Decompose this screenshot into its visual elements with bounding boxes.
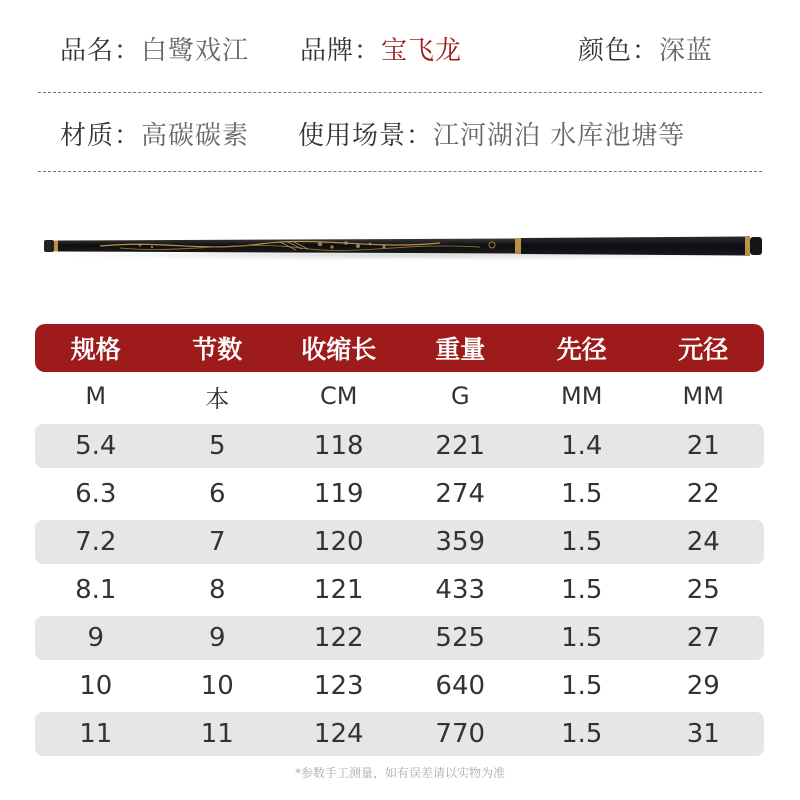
color: [578, 30, 713, 67]
material-label: 材质：: [60, 121, 142, 151]
usage-scene: [298, 115, 685, 152]
table-cell: 1.5: [561, 575, 603, 605]
table-cell: 359: [435, 527, 486, 557]
table-cell: 1.5: [561, 479, 603, 509]
units-row: [35, 372, 764, 420]
table-row: [35, 568, 764, 612]
header-cell: 节数: [192, 335, 243, 364]
table-cell: 21: [686, 431, 720, 461]
brand-label: 品牌：: [300, 36, 382, 66]
table-cell: 120: [313, 527, 364, 557]
table-cell: 123: [313, 671, 364, 701]
table-cell: 1.4: [561, 431, 603, 461]
spec-table: [35, 324, 764, 756]
usage-scene-value: 江河湖泊 水库池塘等: [433, 121, 686, 151]
info-row-2: [0, 115, 800, 155]
divider: [38, 171, 762, 172]
color-label: 颜色：: [578, 36, 660, 66]
table-cell: 24: [686, 527, 720, 557]
table-cell: 640: [435, 671, 486, 701]
table-cell: 25: [686, 575, 720, 605]
unit-cell: CM: [320, 382, 358, 410]
table-cell: 525: [435, 623, 486, 653]
table-cell: 11: [79, 719, 113, 749]
table-cell: 6.3: [75, 479, 117, 509]
table-cell: 9: [87, 623, 105, 653]
table-row: [35, 472, 764, 516]
header-cell: 元径: [678, 335, 729, 364]
unit-cell: MM: [561, 382, 603, 410]
unit-cell: MM: [682, 382, 724, 410]
table-row: [35, 520, 764, 564]
brand-value: 宝飞龙: [381, 36, 463, 66]
fishing-rod-graphic: [40, 228, 770, 268]
header-cell: 规格: [70, 335, 121, 364]
table-cell: 29: [686, 671, 720, 701]
table-cell: 8: [208, 575, 226, 605]
table-cell: 274: [435, 479, 486, 509]
table-cell: 119: [313, 479, 364, 509]
table-cell: 7: [208, 527, 226, 557]
table-cell: 770: [435, 719, 486, 749]
product-name-value: 白鹭戏江: [141, 36, 250, 66]
unit-cell: M: [85, 382, 107, 410]
header-cell: 先径: [556, 335, 607, 364]
table-cell: 1.5: [561, 623, 603, 653]
product-name-label: 品名：: [60, 36, 142, 66]
table-cell: 118: [313, 431, 364, 461]
table-cell: 7.2: [75, 527, 117, 557]
product-name: [60, 30, 249, 67]
table-row: [35, 616, 764, 660]
table-cell: 121: [313, 575, 364, 605]
table-cell: 221: [435, 431, 486, 461]
table-row: [35, 712, 764, 756]
unit-cell: 本: [205, 384, 230, 413]
table-cell: 122: [313, 623, 364, 653]
info-row-1: [0, 30, 800, 70]
table-cell: 5: [208, 431, 226, 461]
unit-cell: G: [450, 382, 470, 410]
table-cell: 10: [79, 671, 113, 701]
table-cell: 27: [686, 623, 720, 653]
table-cell: 22: [686, 479, 720, 509]
brand: [300, 30, 462, 67]
table-cell: 1.5: [561, 671, 603, 701]
table-cell: 6: [208, 479, 226, 509]
footnote: *参数手工测量，如有误差请以实物为准: [294, 766, 505, 780]
divider: [38, 92, 762, 93]
table-row: [35, 664, 764, 708]
table-cell: 433: [435, 575, 486, 605]
table-body: [35, 424, 764, 756]
table-cell: 11: [200, 719, 234, 749]
header-cell: 重量: [435, 335, 486, 364]
table-cell: 1.5: [561, 719, 603, 749]
table-cell: 31: [686, 719, 720, 749]
usage-scene-label: 使用场景：: [298, 121, 434, 151]
table-row: [35, 424, 764, 468]
header-cell: 收缩长: [301, 335, 377, 364]
table-cell: 9: [208, 623, 226, 653]
material: [60, 115, 249, 152]
table-cell: 10: [200, 671, 234, 701]
table-header: [35, 324, 764, 372]
fishing-rod-image: [40, 228, 770, 268]
table-cell: 124: [313, 719, 364, 749]
table-cell: 5.4: [75, 431, 117, 461]
color-value: 深蓝: [659, 36, 714, 66]
table-cell: 8.1: [75, 575, 117, 605]
rod-shadow: [48, 252, 768, 258]
table-cell: 1.5: [561, 527, 603, 557]
material-value: 高碳碳素: [141, 121, 250, 151]
